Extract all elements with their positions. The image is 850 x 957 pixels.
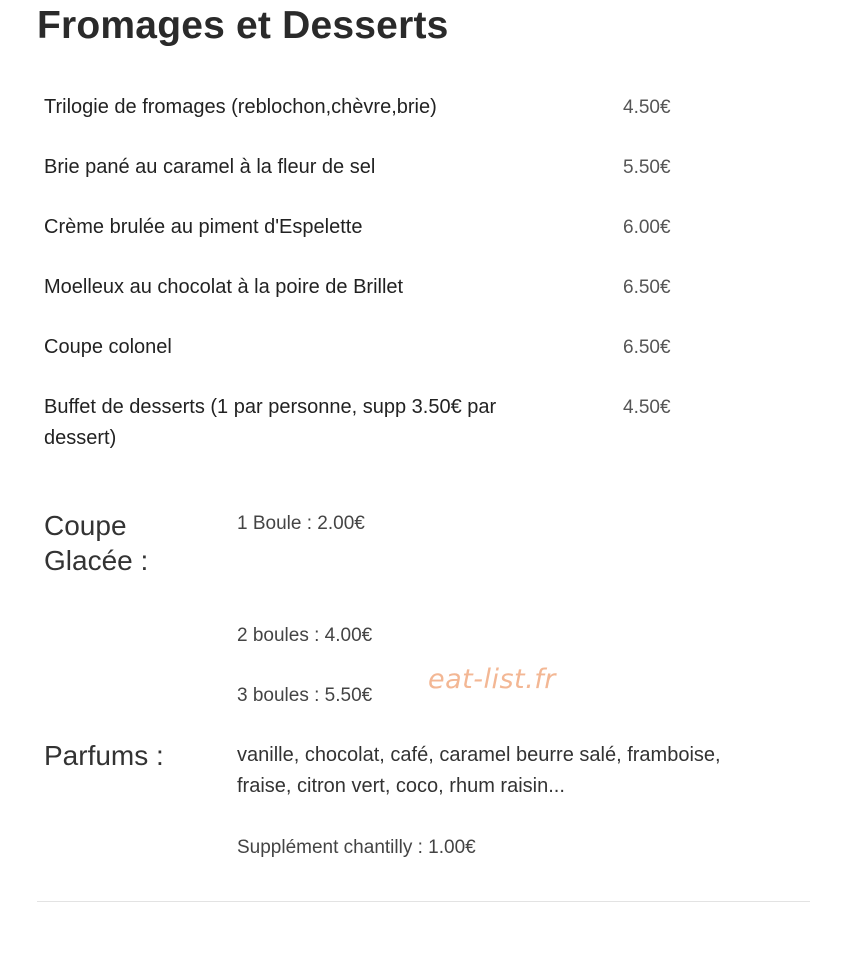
- coupe-option-1-boule: 1 Boule : 2.00€: [237, 513, 365, 534]
- menu-item-price: 4.50€: [623, 97, 671, 118]
- menu-item-price: 4.50€: [623, 397, 671, 418]
- menu-item-price: 6.50€: [623, 337, 671, 358]
- menu-item-name: Coupe colonel: [44, 336, 172, 358]
- menu-item-name: Buffet de desserts (1 par personne, supp 3.50€ par dessert): [44, 396, 497, 449]
- menu-item: [44, 212, 764, 272]
- parfums-list: vanille, chocolat, café, caramel beurre salé, framboise, fraise, citron vert, coco, rhum raisin...: [237, 744, 721, 797]
- parfums-label: Parfums :: [44, 740, 164, 771]
- menu-item: [44, 392, 764, 456]
- menu-item-price: 6.50€: [623, 277, 671, 298]
- menu-item-name: Crème brulée au piment d'Espelette: [44, 216, 363, 238]
- menu-item-name: Trilogie de fromages (reblochon,chèvre,brie): [44, 96, 437, 118]
- menu-item-price: 6.00€: [623, 217, 671, 238]
- coupe-option-2-boules: 2 boules : 4.00€: [237, 625, 373, 646]
- coupe-glacee-label: Coupe Glacée :: [44, 510, 149, 576]
- page-title: Fromages et Desserts: [37, 4, 449, 47]
- menu-list: [44, 92, 764, 456]
- menu-item: [44, 92, 764, 152]
- menu-item: [44, 152, 764, 212]
- menu-item: [44, 272, 764, 332]
- menu-item: [44, 332, 764, 392]
- watermark-logo: eat-list.fr: [428, 664, 556, 695]
- menu-item-name: Brie pané au caramel à la fleur de sel: [44, 156, 376, 178]
- menu-item-price: 5.50€: [623, 157, 671, 178]
- menu-item-name: Moelleux au chocolat à la poire de Brillet: [44, 276, 404, 298]
- chantilly-supplement: Supplément chantilly : 1.00€: [237, 837, 476, 858]
- bottom-divider: [37, 901, 810, 902]
- coupe-option-3-boules: 3 boules : 5.50€: [237, 685, 373, 706]
